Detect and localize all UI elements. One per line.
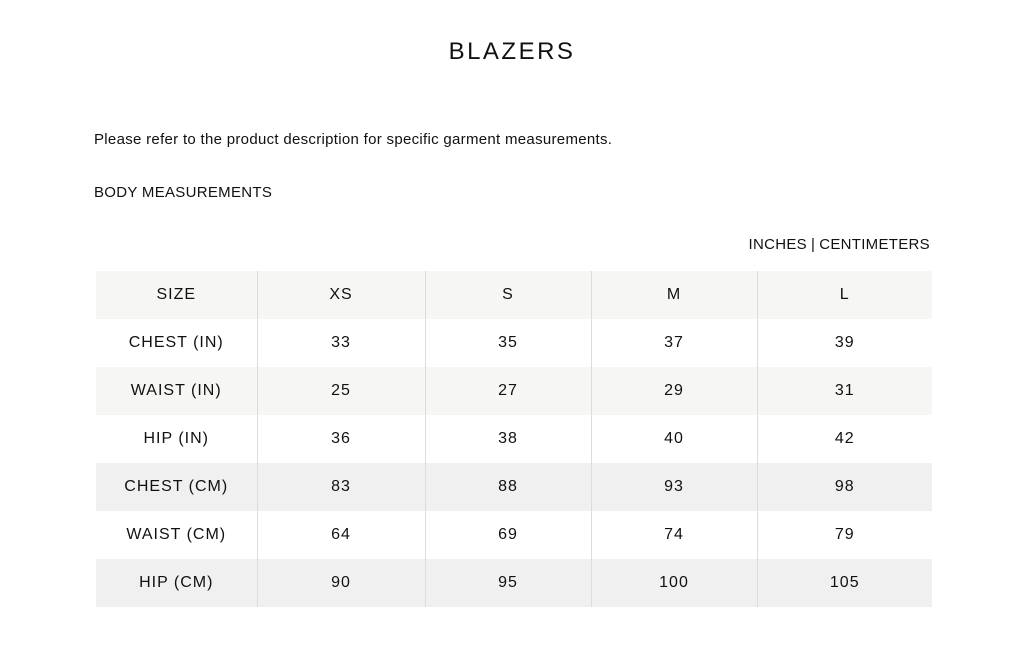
page-title: BLAZERS bbox=[448, 38, 576, 65]
unit-toggle bbox=[749, 236, 931, 253]
row-label: WAIST (CM) bbox=[126, 526, 227, 543]
table-cell: 88 bbox=[425, 463, 591, 511]
table-cell: 42 bbox=[757, 415, 932, 463]
table-cell: 25 bbox=[257, 367, 425, 415]
table-cell: 93 bbox=[591, 463, 757, 511]
row-label: CHEST (IN) bbox=[128, 334, 224, 351]
table-cell: 90 bbox=[257, 559, 425, 607]
table-cell: 105 bbox=[757, 559, 932, 607]
row-label: CHEST (CM) bbox=[124, 478, 229, 495]
table-cell: 31 bbox=[757, 367, 932, 415]
table-row bbox=[96, 367, 932, 415]
section-label: BODY MEASUREMENTS bbox=[94, 184, 273, 201]
table-cell: 100 bbox=[591, 559, 757, 607]
header-size: SIZE bbox=[156, 286, 197, 303]
table-cell: 40 bbox=[591, 415, 757, 463]
header-m: M bbox=[591, 271, 757, 319]
unit-centimeters-link[interactable]: CENTIMETERS bbox=[819, 236, 930, 253]
table-cell: 95 bbox=[425, 559, 591, 607]
table-cell: 64 bbox=[257, 511, 425, 559]
header-s: S bbox=[425, 271, 591, 319]
table-cell: 29 bbox=[591, 367, 757, 415]
table-cell: 37 bbox=[591, 319, 757, 367]
table-row bbox=[96, 415, 932, 463]
size-chart-table bbox=[96, 271, 932, 607]
table-row bbox=[96, 511, 932, 559]
unit-separator: | bbox=[810, 236, 816, 253]
table-row bbox=[96, 559, 932, 607]
table-cell: 69 bbox=[425, 511, 591, 559]
table-cell: 98 bbox=[757, 463, 932, 511]
table-cell: 79 bbox=[757, 511, 932, 559]
row-label: HIP (CM) bbox=[139, 574, 214, 591]
table-cell: 27 bbox=[425, 367, 591, 415]
header-xs: XS bbox=[257, 271, 425, 319]
table-cell: 36 bbox=[257, 415, 425, 463]
table-cell: 33 bbox=[257, 319, 425, 367]
table-cell: 38 bbox=[425, 415, 591, 463]
unit-inches-link[interactable]: INCHES bbox=[748, 236, 807, 253]
table-cell: 35 bbox=[425, 319, 591, 367]
row-label: HIP (IN) bbox=[143, 430, 209, 447]
table-header-row bbox=[96, 271, 932, 319]
table-cell: 39 bbox=[757, 319, 932, 367]
table-row bbox=[96, 463, 932, 511]
table-cell: 83 bbox=[257, 463, 425, 511]
table-cell: 74 bbox=[591, 511, 757, 559]
header-l: L bbox=[757, 271, 932, 319]
table-row bbox=[96, 319, 932, 367]
row-label: WAIST (IN) bbox=[130, 382, 222, 399]
intro-text: Please refer to the product description for specific garment measurements. bbox=[94, 131, 613, 148]
